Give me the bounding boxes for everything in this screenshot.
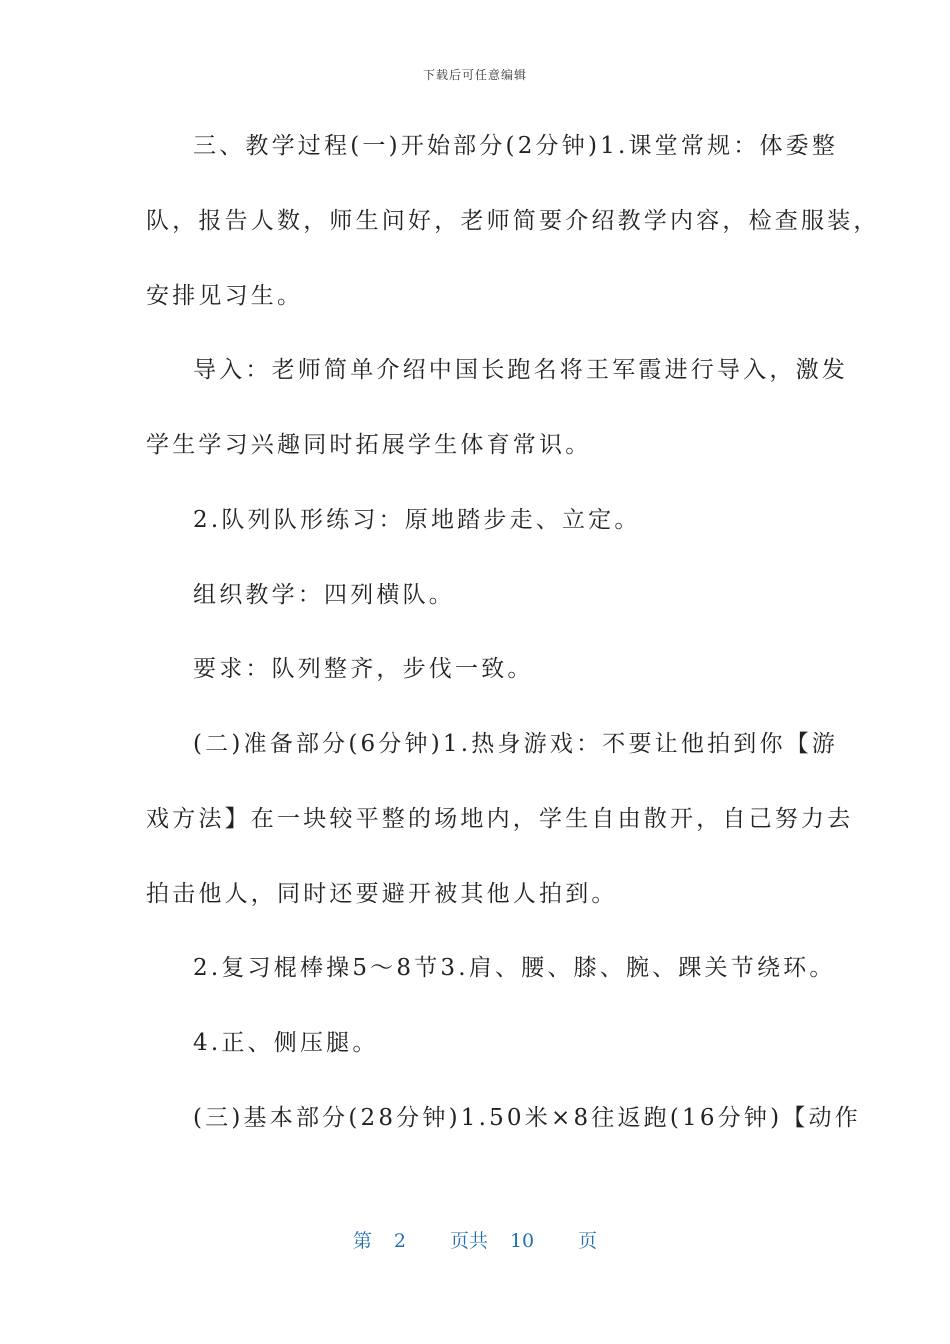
page-label-prefix: 第 bbox=[352, 1230, 372, 1252]
paragraph-line: 学生学习兴趣同时拓展学生体育常识。 bbox=[146, 432, 592, 458]
paragraph-line: 三、教学过程(一)开始部分(2分钟)1.课堂常规：体委整 bbox=[193, 133, 839, 159]
paragraph-line: 队，报告人数，师生问好，老师简要介绍教学内容，检查服装， bbox=[146, 208, 880, 234]
header-note: 下载后可任意编辑 bbox=[422, 68, 527, 82]
paragraph-line: 戏方法】在一块较平整的场地内，学生自由散开，自己努力去 bbox=[146, 806, 854, 832]
paragraph-line: 安排见习生。 bbox=[146, 283, 304, 309]
paragraph-line: 2.复习棍棒操5～8节3.肩、腰、膝、腕、踝关节绕环。 bbox=[193, 955, 836, 981]
paragraph-line: (三)基本部分(28分钟)1.50米×8往返跑(16分钟)【动作 bbox=[193, 1105, 861, 1131]
page-label-suffix: 页 bbox=[578, 1230, 598, 1252]
paragraph-line: 导入：老师简单介绍中国长跑名将王军霞进行导入，激发 bbox=[193, 357, 848, 383]
paragraph-line: 4.正、侧压腿。 bbox=[193, 1030, 379, 1056]
paragraph-line: 组织教学：四列横队。 bbox=[193, 582, 455, 608]
paragraph-line: 拍击他人，同时还要避开被其他人拍到。 bbox=[146, 881, 618, 907]
page-label-mid: 页共 bbox=[449, 1230, 488, 1252]
current-page-number: 2 bbox=[393, 1230, 406, 1252]
page-footer bbox=[0, 1226, 950, 1253]
total-pages-number: 10 bbox=[509, 1230, 535, 1252]
paragraph-line: 要求：队列整齐，步伐一致。 bbox=[193, 656, 534, 682]
paragraph-line: (二)准备部分(6分钟)1.热身游戏：不要让他拍到你【游 bbox=[193, 731, 839, 757]
paragraph-line: 2.队列队形练习：原地踏步走、立定。 bbox=[193, 507, 641, 533]
